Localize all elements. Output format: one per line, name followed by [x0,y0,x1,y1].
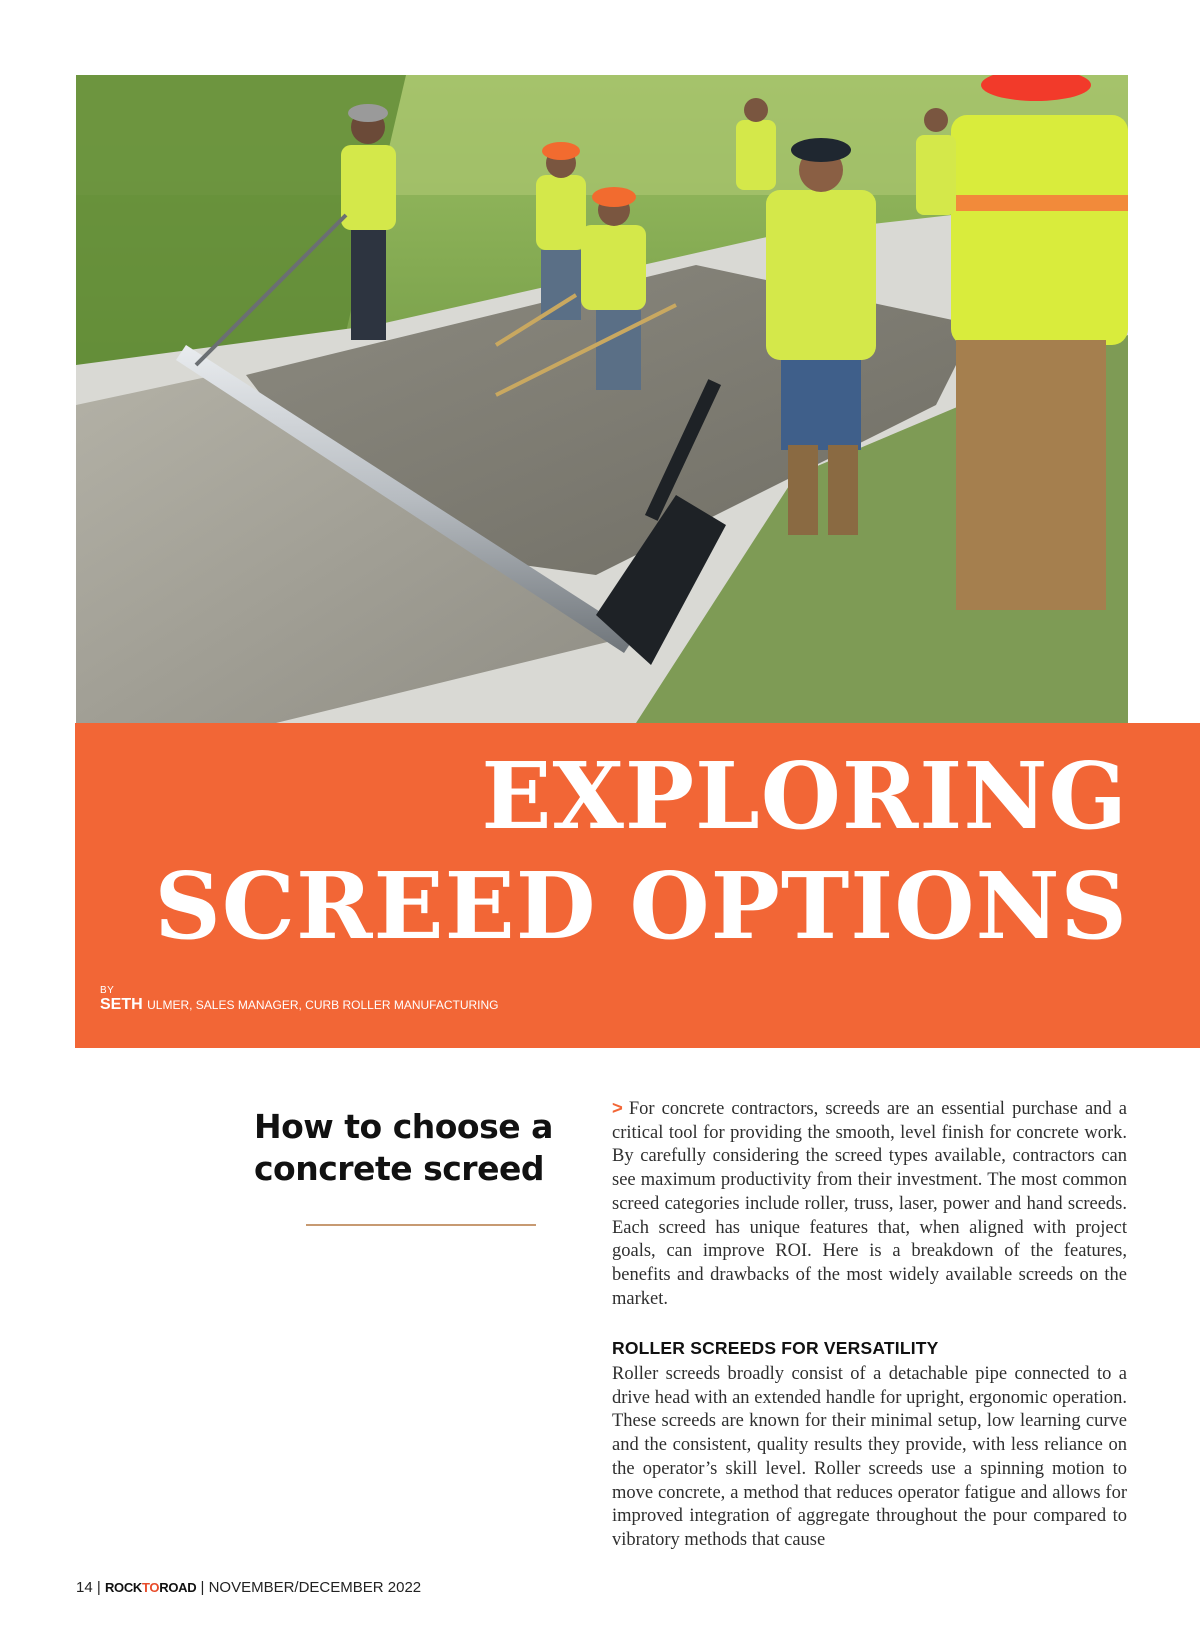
intro-text: For concrete contractors, screeds are an essential purchase and a critical tool for providing the smooth, level finish for concrete work. By carefully considering the screed types available, contractors can see maximum productivity from their investment. The most common screed categories include roller, truss, laser, power and hand screeds. Each screed has unique features that, when aligned with project goals, can improve ROI. Here is a breakdown of the features, benefits and drawbacks of the most widely available screeds on the market. [612,1099,1127,1309]
logo-part3: ROAD [159,1580,197,1595]
subhead-divider [306,1224,536,1226]
intro-arrow-icon: > [612,1097,623,1118]
section-heading: ROLLER SCREEDS FOR VERSATILITY [612,1338,939,1359]
title-banner [75,723,1200,1048]
hero-photo [76,75,1128,723]
byline-label: BY [100,985,115,996]
section-paragraph: Roller screeds broadly consist of a detachable pipe connected to a drive head with an extended handle for upright, ergonomic operation. These screeds are known for their minimal setup, low learning curve and the consistent, quality results they provide, with less reliance on the operator’s skill level. Roller screeds use a spinning motion to move concrete, a method that reduces operator fatigue and allows for improved integration of aggregate throughout the pour compared to vibratory methods that cause [612,1364,1127,1550]
author-details: ULMER, SALES MANAGER, CURB ROLLER MANUFACTURING [147,998,499,1012]
footer-separator: | [96,1579,101,1596]
page-footer [76,1579,421,1596]
article-title [154,741,1128,961]
logo-part2: TO [142,1580,160,1595]
byline [100,985,499,1014]
footer-separator-2: | [200,1579,205,1596]
intro-paragraph [612,1096,1127,1311]
subhead-line1: How to choose a [254,1107,553,1146]
article-subhead [254,1106,584,1190]
issue-date: NOVEMBER/DECEMBER 2022 [208,1579,422,1596]
subhead-line2: concrete screed [254,1149,544,1188]
article-body [612,1096,1127,1553]
article-title-line2: SCREED OPTIONS [154,852,1128,960]
construction-crew-photo-icon [76,75,1128,723]
article-title-line1: EXPLORING [481,742,1128,850]
logo-part1: ROCK [104,1580,143,1595]
page-number: 14 [76,1579,93,1596]
magazine-logo [105,1580,196,1595]
author-first-name: SETH [100,996,143,1013]
